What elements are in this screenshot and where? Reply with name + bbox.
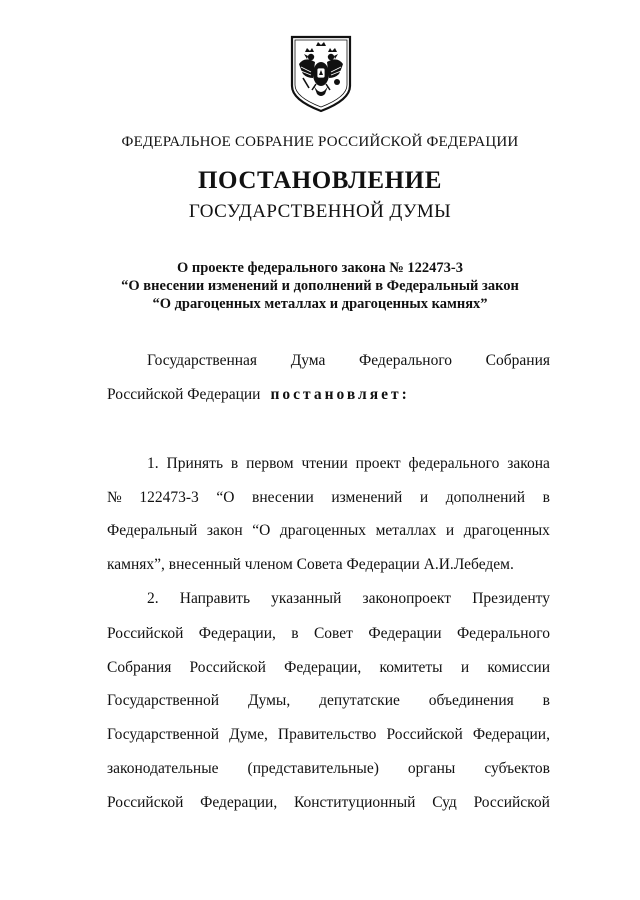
word: чтении xyxy=(301,455,348,472)
word: законопроект xyxy=(362,590,452,607)
word: Собрания xyxy=(485,352,550,369)
word: 2. xyxy=(147,590,159,607)
subject-line: “О внесении изменений и дополнений в Федеральный закон xyxy=(121,278,519,294)
item2-line xyxy=(107,625,550,643)
word: Государственной xyxy=(107,726,220,743)
word: Президенту xyxy=(472,590,550,607)
word: Федерации, xyxy=(472,726,550,743)
word: в xyxy=(291,625,299,642)
word: внесении xyxy=(252,489,314,506)
document-subject xyxy=(0,259,640,313)
word: Федерации, xyxy=(200,794,278,811)
word: Правительство xyxy=(277,726,377,743)
word: законодательные xyxy=(107,760,219,777)
document-type-title: ПОСТАНОВЛЕНИЕ xyxy=(197,167,443,194)
word: “О xyxy=(216,489,235,506)
word: Государственной xyxy=(107,692,220,709)
word: Думе, xyxy=(229,726,268,743)
word: Государственная xyxy=(147,352,258,369)
subject-line: “О драгоценных металлах и драгоценных камнях” xyxy=(152,296,488,312)
word: и xyxy=(460,659,470,676)
item2-line xyxy=(107,794,550,812)
word: Федерации, xyxy=(284,659,362,676)
item2-line xyxy=(107,692,550,710)
item1-line xyxy=(147,455,550,473)
word: Дума xyxy=(290,352,326,369)
word: Федерации, xyxy=(198,625,276,642)
item2-line xyxy=(107,726,550,744)
word: проект xyxy=(355,455,401,472)
word: депутатские xyxy=(319,692,400,709)
preamble-line xyxy=(147,352,550,370)
document-issuer: ГОСУДАРСТВЕННОЙ ДУМЫ xyxy=(188,201,452,222)
word: Федерального xyxy=(456,625,550,642)
word: в xyxy=(542,489,550,506)
word: Направить xyxy=(179,590,251,607)
word: субъектов xyxy=(484,760,550,777)
word: дополнений xyxy=(445,489,526,506)
word: Суд xyxy=(432,794,457,811)
word: Российской xyxy=(473,794,550,811)
word: Российской xyxy=(107,625,184,642)
word: изменений xyxy=(331,489,403,506)
item1-line xyxy=(107,556,550,574)
item2-line xyxy=(107,760,550,778)
subject-line: О проекте федерального закона № 122473-3 xyxy=(176,260,464,276)
word: и xyxy=(445,522,455,539)
word: Принять xyxy=(166,455,224,472)
word: Российской xyxy=(107,794,184,811)
word: комиссии xyxy=(487,659,550,676)
preamble-text: Российской Федерации xyxy=(107,386,261,403)
word: 122473-3 xyxy=(139,489,199,506)
word: Российской xyxy=(386,726,463,743)
coat-of-arms-emblem xyxy=(289,34,353,114)
word: первом xyxy=(246,455,294,472)
word: указанный xyxy=(271,590,342,607)
item1-line xyxy=(107,522,550,540)
preamble-line xyxy=(107,386,550,404)
word: и xyxy=(419,489,429,506)
word: федерального xyxy=(408,455,500,472)
word: Федерального xyxy=(359,352,453,369)
word: № xyxy=(107,489,122,506)
word: Российской xyxy=(189,659,266,676)
word: драгоценных xyxy=(279,522,366,539)
word: Федерации xyxy=(368,625,442,642)
item2-line xyxy=(147,590,550,608)
word: драгоценных xyxy=(463,522,550,539)
word: в xyxy=(230,455,239,472)
word: объединения xyxy=(428,692,514,709)
word: Федеральный xyxy=(107,522,198,539)
item1-text: камнях”, внесенный членом Совета Федерации А.И.Лебедем. xyxy=(107,556,514,573)
word: Собрания xyxy=(107,659,172,676)
word: “О xyxy=(252,522,271,539)
word: Совет xyxy=(313,625,353,642)
organization-name: ФЕДЕРАЛЬНОЕ СОБРАНИЕ РОССИЙСКОЙ ФЕДЕРАЦИИ xyxy=(121,134,519,150)
item1-line xyxy=(107,489,550,507)
word: Конституционный xyxy=(293,794,416,811)
double-headed-eagle-icon xyxy=(289,34,353,114)
word: органы xyxy=(407,760,456,777)
word: в xyxy=(542,692,550,709)
word: Думы, xyxy=(247,692,291,709)
item2-line xyxy=(107,659,550,677)
word: 1. xyxy=(147,455,159,472)
word: закона xyxy=(507,455,550,472)
decision-keyword: постановляет: xyxy=(270,386,410,403)
word: металлах xyxy=(375,522,437,539)
word: комитеты xyxy=(379,659,443,676)
word: закон xyxy=(206,522,243,539)
word: (представительные) xyxy=(247,760,379,777)
